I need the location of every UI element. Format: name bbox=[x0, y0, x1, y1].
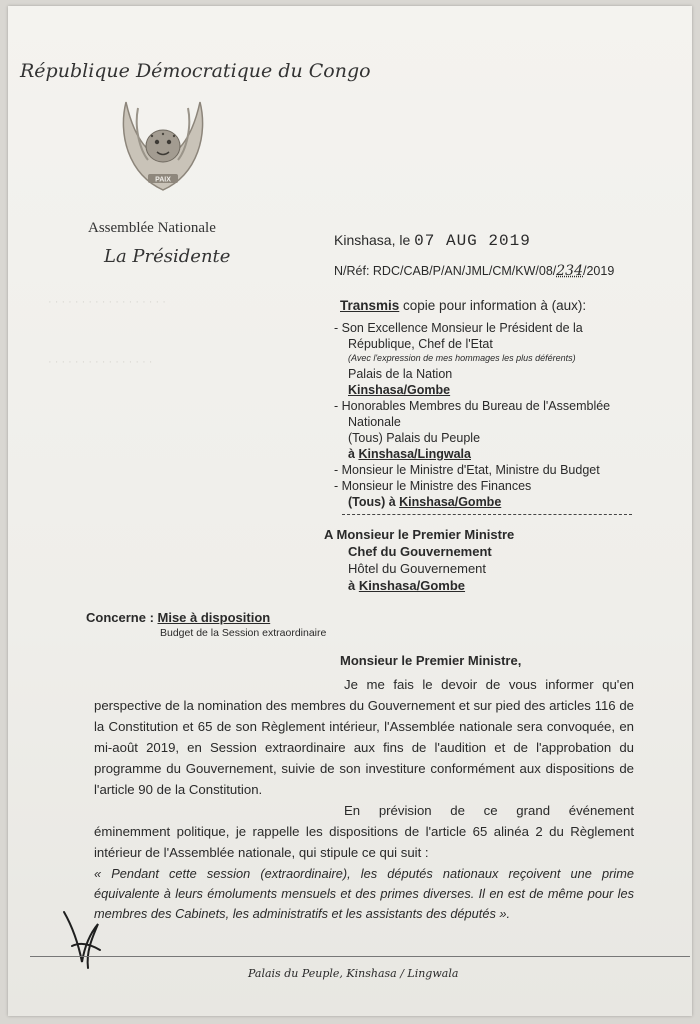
transmis-city: Kinshasa/Gombe bbox=[399, 495, 502, 509]
transmis-label: Transmis bbox=[340, 298, 400, 313]
bleed-through-text: · · · · · · · · · · · · · · · · bbox=[48, 356, 153, 368]
salutation: Monsieur le Premier Ministre, bbox=[340, 653, 522, 668]
transmis-line: République, Chef de l'Etat bbox=[348, 337, 493, 351]
transmis-prep: à bbox=[348, 447, 359, 461]
addressee-city: Kinshasa/Gombe bbox=[358, 578, 466, 593]
transmis-prep: (Tous) à bbox=[348, 495, 400, 509]
transmis-city-line bbox=[348, 446, 471, 462]
footer-rule bbox=[30, 956, 690, 957]
transmis-heading bbox=[340, 298, 586, 314]
transmis-line: Nationale bbox=[348, 415, 401, 429]
institution-name: Assemblée Nationale bbox=[88, 220, 216, 236]
footer-address: Palais du Peuple, Kinshasa / Lingwala bbox=[248, 967, 459, 980]
office-name: La Présidente bbox=[104, 246, 231, 267]
reference-handwritten-number: 234 bbox=[556, 263, 583, 279]
dateline-place: Kinshasa, le bbox=[334, 232, 411, 248]
subject-title: Mise à disposition bbox=[157, 610, 271, 625]
coat-of-arms-emblem bbox=[108, 94, 218, 204]
transmis-line: (Tous) Palais du Peuple bbox=[348, 431, 481, 445]
addressee-block bbox=[324, 526, 514, 594]
transmis-label-rest: copie pour information à (aux): bbox=[399, 298, 587, 313]
body-paragraph-2 bbox=[94, 800, 634, 863]
reference-prefix: N/Réf: RDC/CAB/P/AN/JML/CM/KW/08/ bbox=[334, 264, 557, 278]
transmis-line: - Son Excellence Monsieur le Président de la bbox=[334, 321, 583, 335]
paragraph-1-text: Je me fais le devoir de vous informer qu'en perspective de la nomination des membres du Gouvernement et sur pied des articles 116 de la Constitution et 65 de son Règlement intérieur, l'Assemblée nationale sera convoquée, en mi-août 2019, en Session extraordinaire aux fins de l'audition et de l'approbation du programme du Gouvernement, suivie de son investiture conformément aux dispositions de l'article 90 de la Constitution. bbox=[94, 677, 634, 797]
reference-number bbox=[334, 263, 614, 279]
transmis-city-line bbox=[348, 494, 501, 510]
transmis-line: Palais de la Nation bbox=[348, 367, 453, 381]
transmis-city: Kinshasa/Gombe bbox=[348, 383, 451, 397]
body-paragraph-1 bbox=[94, 674, 634, 800]
transmis-city: Kinshasa/Lingwala bbox=[358, 447, 471, 461]
transmis-line: - Monsieur le Ministre d'Etat, Ministre du Budget bbox=[334, 463, 600, 477]
addressee-prep: à bbox=[348, 578, 359, 593]
subject-detail: Budget de la Session extraordinaire bbox=[160, 627, 327, 639]
dateline bbox=[334, 232, 531, 250]
transmis-line: - Honorables Membres du Bureau de l'Assemblée bbox=[334, 399, 611, 413]
dateline-date: 07 AUG 2019 bbox=[414, 232, 531, 250]
emblem-motto: PAIX bbox=[155, 176, 171, 184]
reference-year: /2019 bbox=[583, 264, 615, 278]
letter-page bbox=[8, 6, 692, 1016]
subject-line bbox=[86, 610, 270, 625]
letterhead-country: République Démocratique du Congo bbox=[20, 60, 371, 82]
initials-signature bbox=[58, 906, 108, 976]
addressee-line: Hôtel du Gouvernement bbox=[348, 561, 487, 576]
addressee-line: Chef du Gouvernement bbox=[348, 544, 492, 559]
bleed-through-text: · · · · · · · · · · · · · · · · · · bbox=[48, 296, 166, 308]
addressee-line: A Monsieur le Premier Ministre bbox=[324, 527, 515, 542]
subject-label: Concerne : bbox=[86, 610, 158, 625]
paragraph-2-text: En prévision de ce grand événement éminemment politique, je rappelle les dispositions de l'article 65 alinéa 2 du Règlement intérieur de l'Assemblée nationale, qui stipule ce qui suit : bbox=[94, 803, 634, 860]
quoted-article: « Pendant cette session (extraordinaire), les députés nationaux reçoivent une prime équivalente à leurs émoluments mensuels et des primes diverses. Il en est de même pour les membres des Cabinets, les administratifs et les assistants des députés ». bbox=[94, 866, 634, 921]
transmis-line: - Monsieur le Ministre des Finances bbox=[334, 479, 532, 493]
separator-dashed bbox=[342, 514, 632, 515]
transmis-note: (Avec l'expression de mes hommages les plus déférents) bbox=[348, 353, 576, 363]
